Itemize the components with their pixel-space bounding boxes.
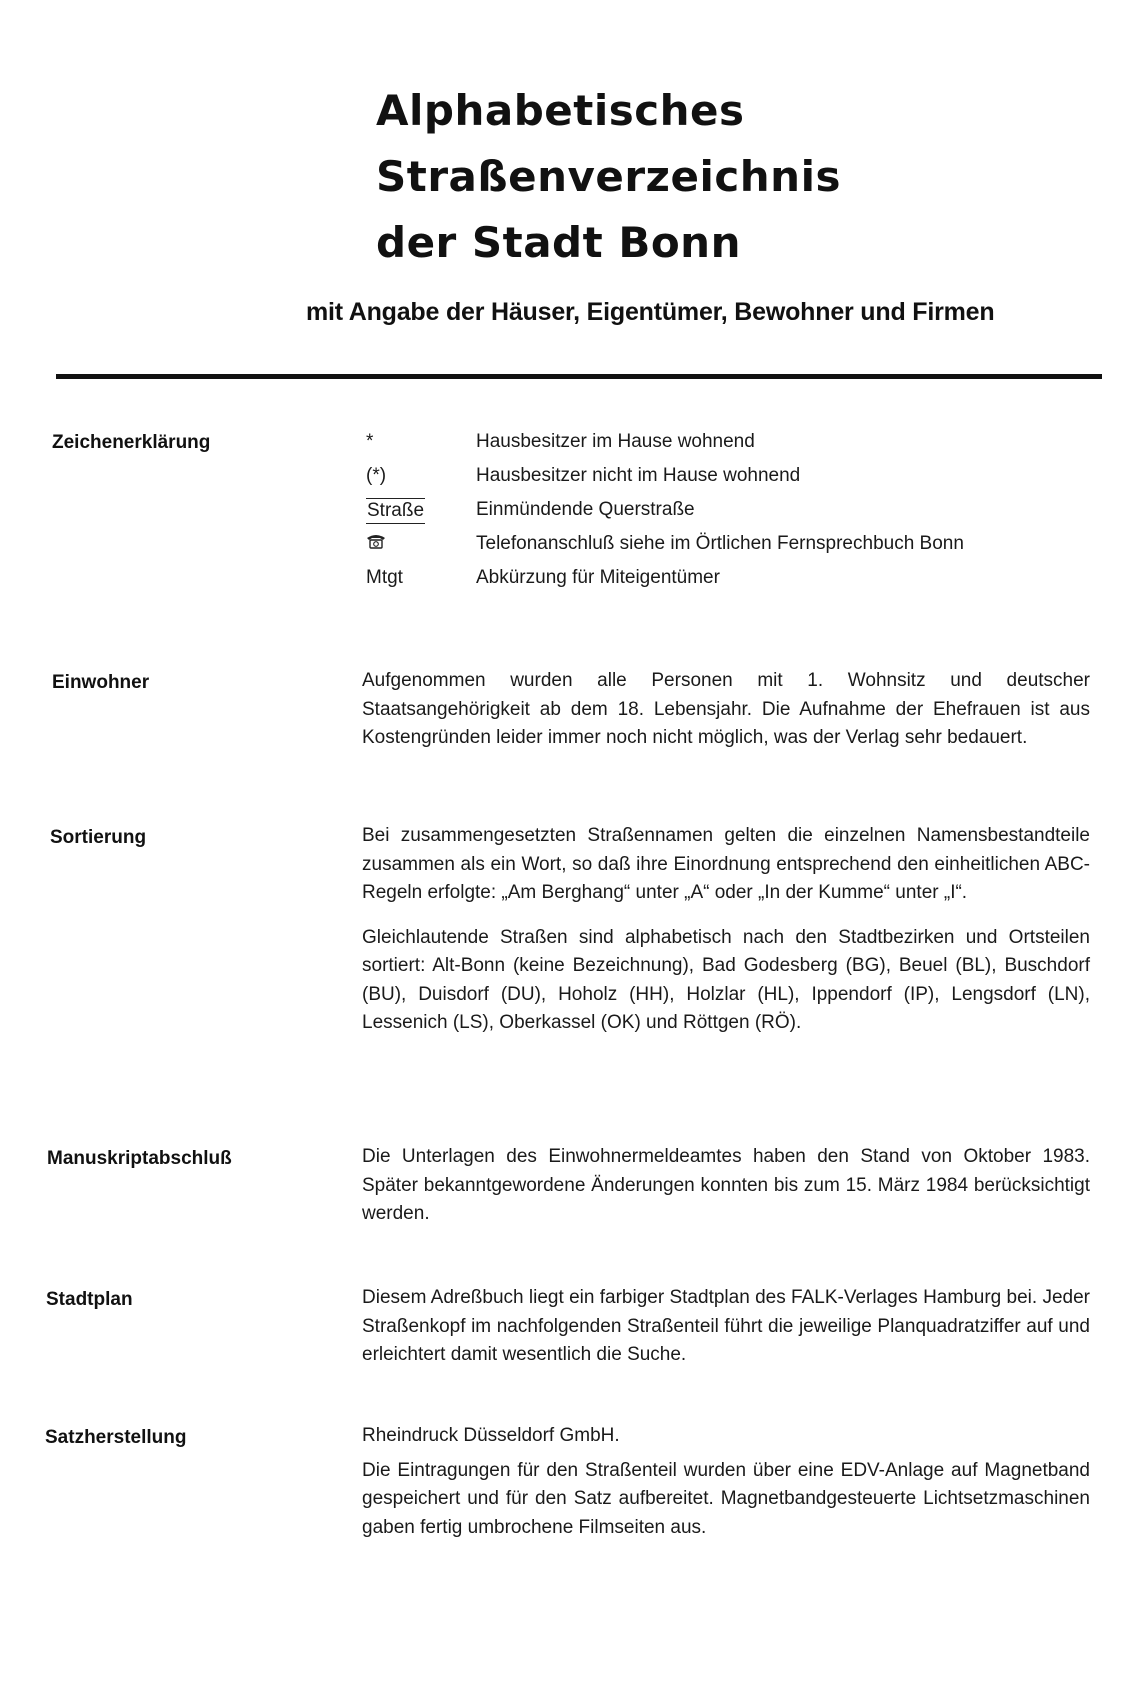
legend-description: Hausbesitzer im Hause wohnend <box>476 431 755 452</box>
section-label-sortierung: Sortierung <box>50 827 147 848</box>
section-text-einwohner <box>362 667 1090 769</box>
section-text-satzherstellung <box>362 1422 1090 1558</box>
paragraph: Die Eintragungen für den Straßenteil wurden über eine EDV-Anlage auf Magnetband gespeichert und für den Satz aufbereitet. Magnetbandgesteuerte Lichtsetzmaschinen gaben fertig umbrochene Filmseiten aus. <box>362 1459 1090 1538</box>
paragraph: Gleichlautende Straßen sind alphabetisch nach den Stadtbezirken und Ortsteilen sortiert: Alt-Bonn (keine Bezeichnung), Bad Godesberg (BG), Beuel (BL), Buschdorf (BU), Duisdorf (DU), Hoholz (HH), Holzlar (HL), Ippendorf (IP), Lengsdorf (LN), Lessenich (LS), Oberkassel (OK) und Röttgen (RÖ). <box>362 926 1090 1033</box>
legend-description: Telefonanschluß siehe im Örtlichen Fernsprechbuch Bonn <box>476 533 964 554</box>
section-label-stadtplan: Stadtplan <box>46 1289 133 1310</box>
legend-symbol-lined-street: Straße <box>366 498 425 524</box>
legend-description: Einmündende Querstraße <box>476 499 695 520</box>
paragraph: Die Unterlagen des Einwohnermeldeamtes haben den Stand von Oktober 1983. Später bekanntgewordene Änderungen konnten bis zum 15. März 1984 berücksichtigt werden. <box>362 1146 1090 1224</box>
header-divider <box>56 374 1102 379</box>
paragraph: Bei zusammengesetzten Straßennamen gelten die einzelnen Namensbestandteile zusammen als ein Wort, so daß ihre Einordnung entsprechend den einheitlichen ABC-Regeln erfolgte: „Am Berghang“ unter „A“ oder „In der Kumme“ unter „I“. <box>362 825 1090 903</box>
section-text-stadtplan <box>362 1284 1090 1386</box>
legend-symbol: Mtgt <box>366 567 403 588</box>
legend-symbol: * <box>366 431 374 452</box>
section-label-zeichenerklaerung: Zeichenerklärung <box>52 432 211 453</box>
page-title <box>376 78 841 276</box>
section-label-manuskriptabschluss: Manuskriptabschluß <box>47 1148 232 1169</box>
legend-description: Abkürzung für Miteigentümer <box>476 567 720 588</box>
page-subtitle: mit Angabe der Häuser, Eigentümer, Bewohner und Firmen <box>306 298 995 326</box>
paragraph: Rheindruck Düsseldorf GmbH. <box>362 1425 620 1446</box>
title-line-2: Straßenverzeichnis <box>376 152 841 201</box>
section-label-einwohner: Einwohner <box>52 672 150 693</box>
section-text-manuskriptabschluss <box>362 1143 1090 1245</box>
phone-icon <box>366 527 456 561</box>
paragraph: Aufgenommen wurden alle Personen mit 1. Wohnsitz und deutscher Staatsangehörigkeit ab dem 18. Lebensjahr. Die Aufnahme der Ehefrauen ist aus Kostengründen leider immer noch nicht möglich, was der Verlag sehr bedauert. <box>362 670 1090 748</box>
section-label-satzherstellung: Satzherstellung <box>45 1427 187 1448</box>
title-line-1: Alphabetisches <box>376 86 745 135</box>
paragraph: Diesem Adreßbuch liegt ein farbiger Stadtplan des FALK-Verlages Hamburg bei. Jeder Straßenkopf im nachfolgenden Straßenteil führt die jeweilige Planquadratziffer auf und erleichtert damit wesentlich die Suche. <box>362 1287 1090 1365</box>
section-text-sortierung <box>362 822 1090 1054</box>
legend-description: Hausbesitzer nicht im Hause wohnend <box>476 465 801 486</box>
legend-symbol: (*) <box>366 465 387 486</box>
title-line-3: der Stadt Bonn <box>376 218 741 267</box>
